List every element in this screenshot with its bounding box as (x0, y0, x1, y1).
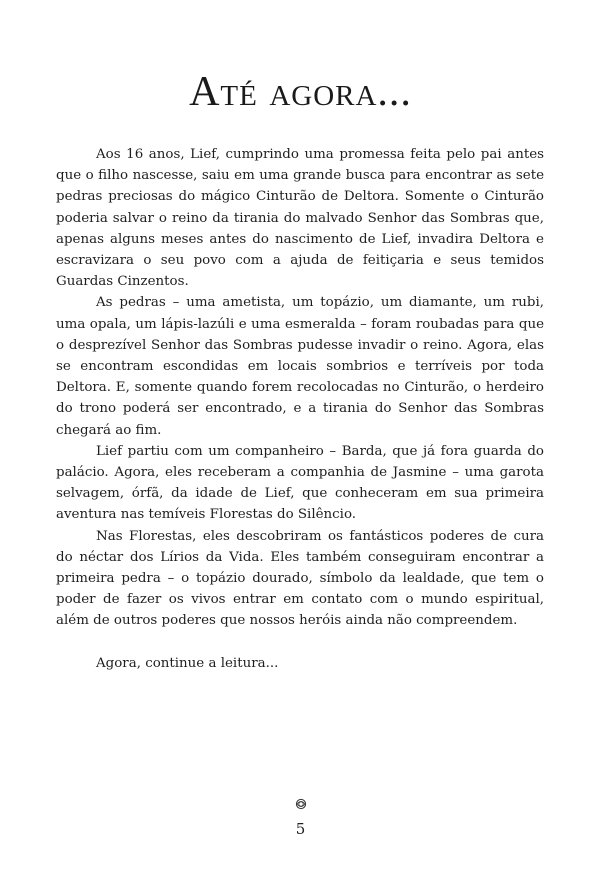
paragraph: Nas Florestas, eles descobriram os fantásticos poderes de cura do néctar dos Lírios da Vida. Eles também conseguiram encontrar a primeira pedra – o topázio dourado, símbolo da lealdade, que tem o poder de fazer os vivos entrar em contato com o mundo espiritual, além de outros poderes que nossos heróis ainda não compreendem. (56, 528, 544, 629)
paragraph: Lief partiu com um companheiro – Barda, que já fora guarda do palácio. Agora, eles receberam a companhia de Jasmine – uma garota selvagem, órfã, da idade de Lief, que conheceram em sua primeira aventura nas temíveis Florestas do Silêncio. (56, 443, 544, 523)
closing-line: Agora, continue a leitura... (96, 655, 279, 671)
chapter-title: Até agora... (189, 69, 412, 115)
paragraph: As pedras – uma ametista, um topázio, um diamante, um rubi, uma opala, um lápis-lazúli e uma esmeralda – foram roubadas para que o desprezível Senhor das Sombras pudesse invadir o reino. Agora, elas se encontram escondidas em locais sombrios e terríveis por toda Deltora. E, somente quando forem recolocadas no Cinturão, o herdeiro do trono poderá ser encontrado, e a tirania do Senhor das Sombras chegará ao fim. (56, 295, 544, 438)
decorative-knot-icon (0, 798, 601, 813)
paragraph: Aos 16 anos, Lief, cumprindo uma promessa feita pelo pai antes que o filho nascesse, saiu em uma grande busca para encontrar as sete pedras preciosas do mágico Cinturão de Deltora. Somente o Cinturão poderia salvar o reino da tirania do malvado Senhor das Sombras que, apenas alguns meses antes do nascimento de Lief, invadira Deltora e escravizara o seu povo com a ajuda de feitiçaria e seus temidos Guardas Cinzentos. (56, 147, 544, 290)
page-number: 5 (295, 820, 306, 838)
body-text (56, 144, 544, 674)
decorative-knot-icon-svg (295, 798, 307, 810)
